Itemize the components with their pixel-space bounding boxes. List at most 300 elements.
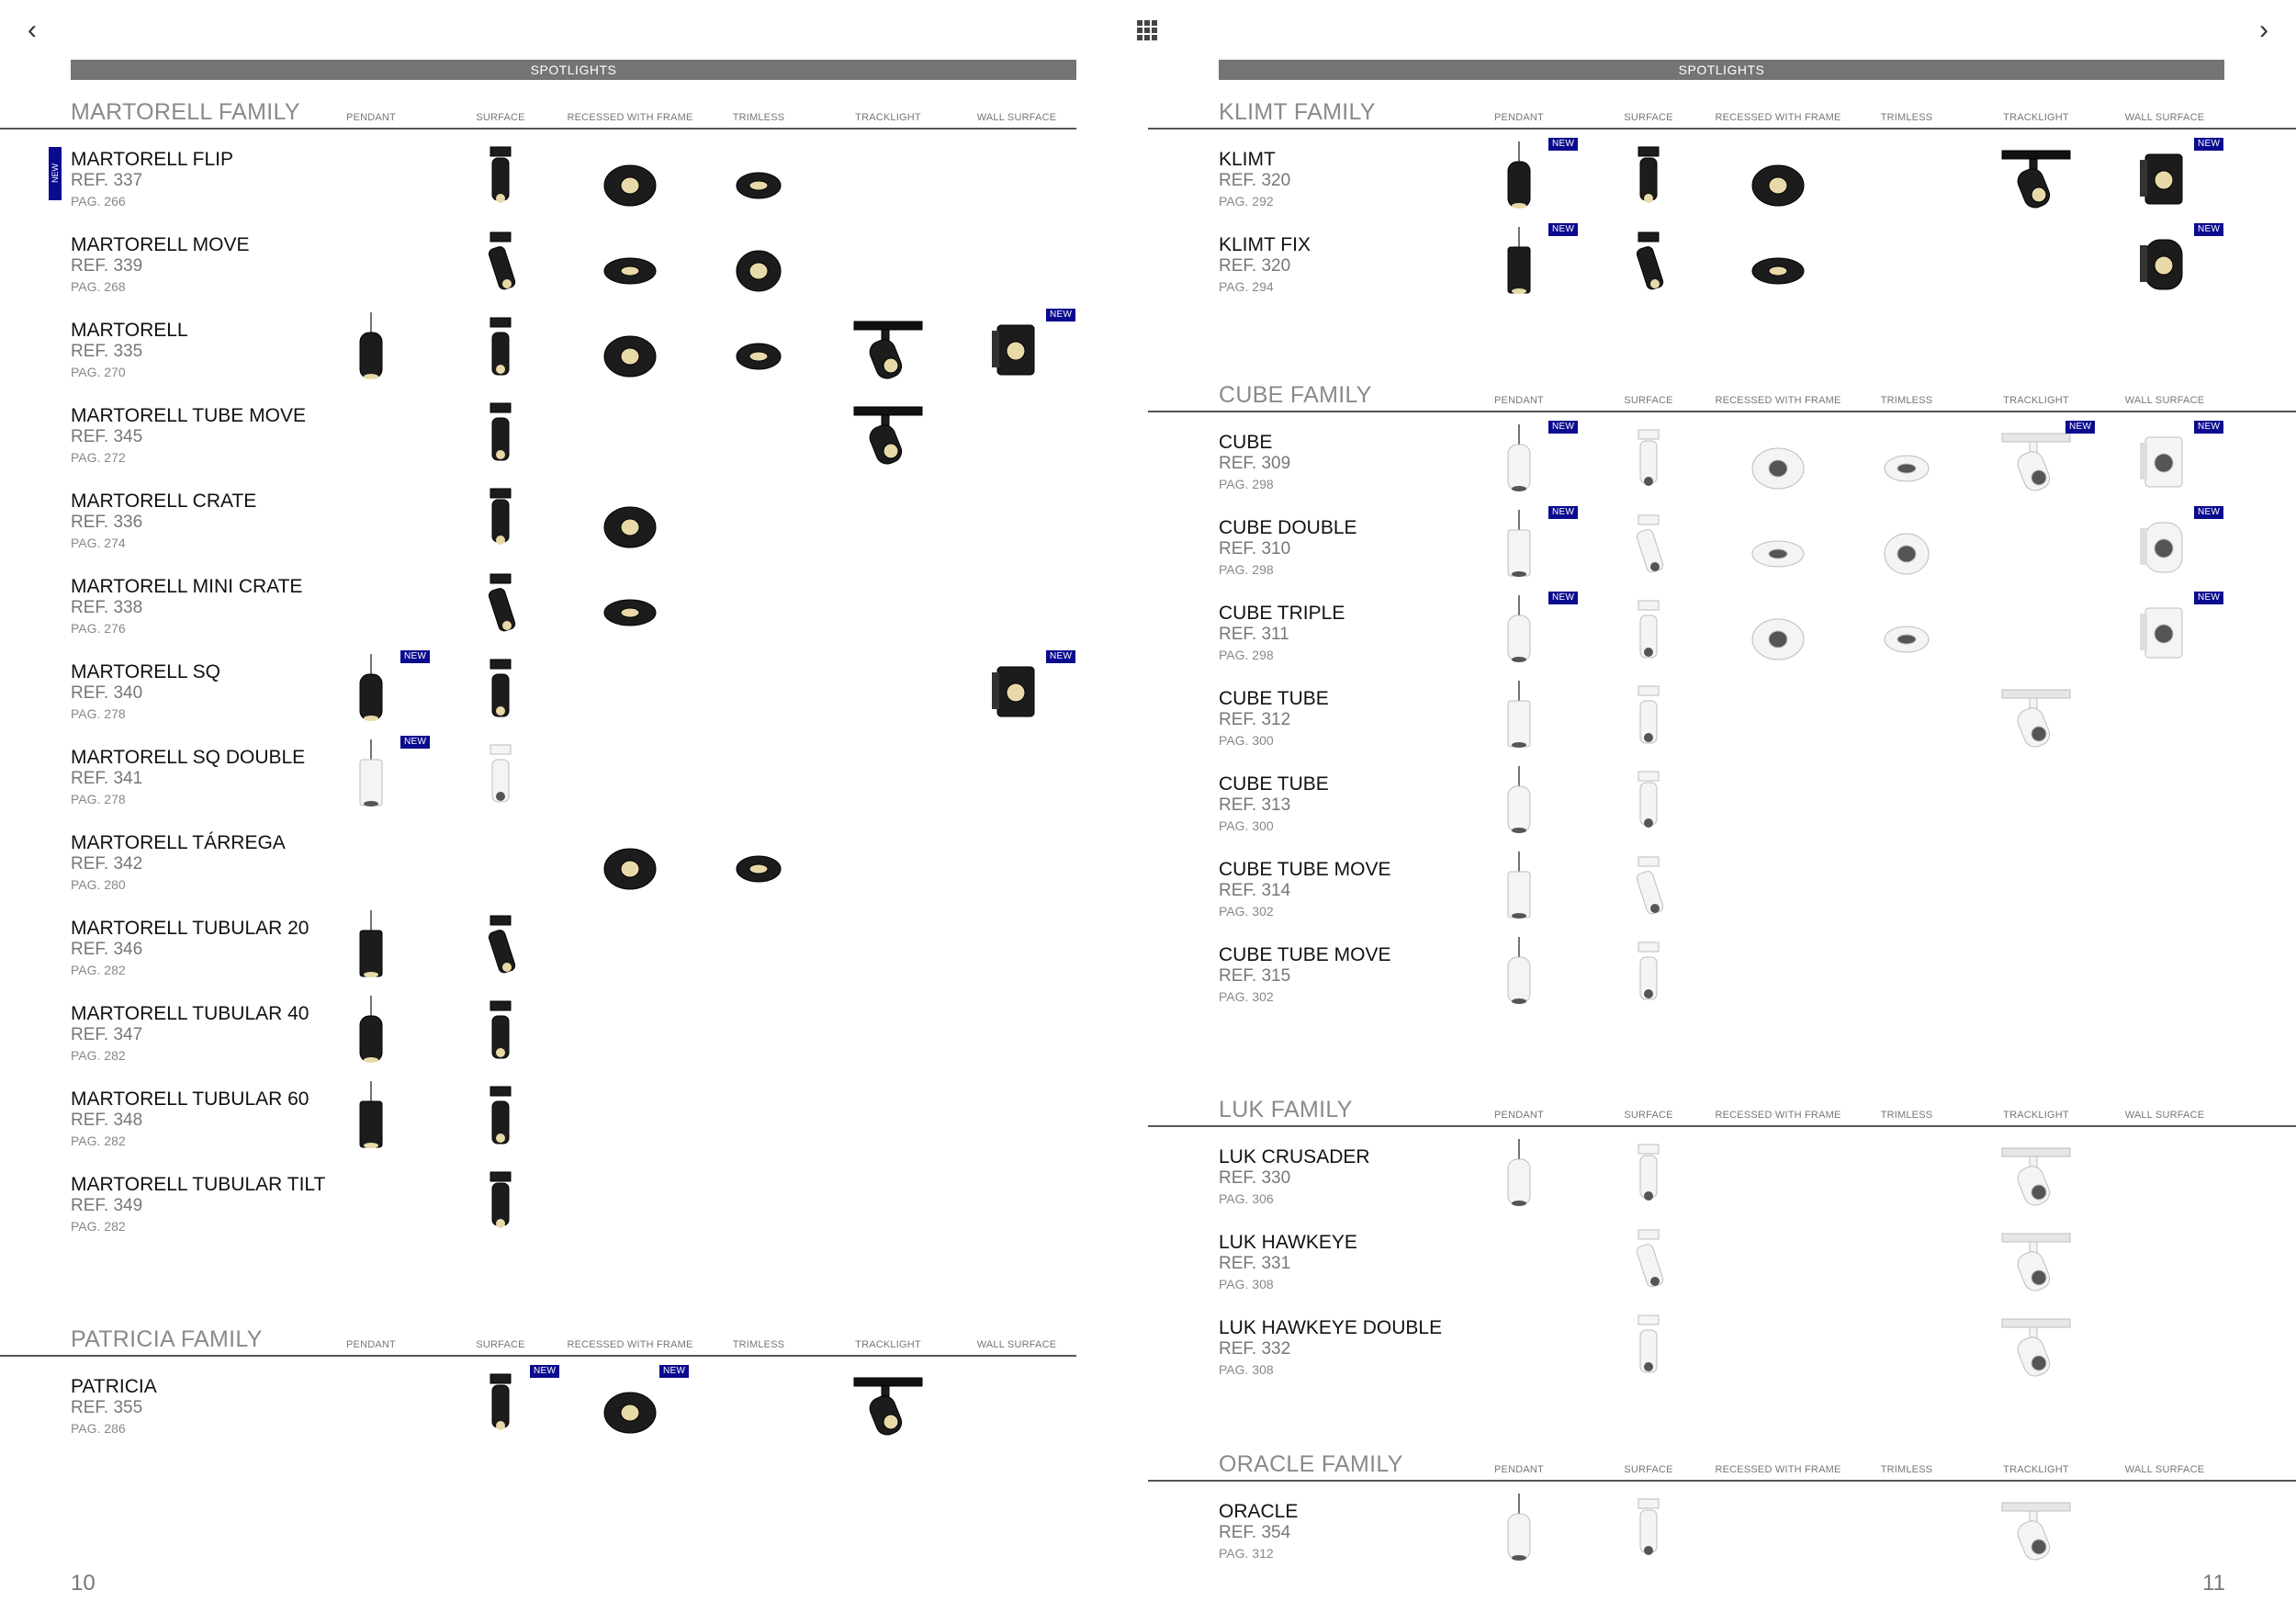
product-row[interactable] xyxy=(1148,1501,2224,1586)
product-name: ORACLE xyxy=(1219,1501,1299,1522)
product-name: CUBE DOUBLE xyxy=(1219,517,1357,538)
product-thumbnail[interactable] xyxy=(975,312,1058,386)
column-header: TRACKLIGHT xyxy=(2003,395,2069,406)
family-divider xyxy=(1148,1125,2296,1127)
product-row[interactable] xyxy=(0,737,1076,832)
product-ref: REF. 347 xyxy=(71,1025,143,1044)
product-thumbnail[interactable] xyxy=(1607,766,1690,840)
product-row[interactable] xyxy=(1148,592,2224,688)
product-page: PAG. 302 xyxy=(1219,989,1274,1004)
product-ref: REF. 346 xyxy=(71,940,143,959)
product-name: MARTORELL SQ xyxy=(71,661,220,682)
column-header: SURFACE xyxy=(476,112,525,123)
lamp-icon xyxy=(1607,1139,1690,1212)
product-thumbnail[interactable] xyxy=(1995,1494,2077,1567)
product-ref: REF. 349 xyxy=(71,1196,143,1215)
family-title: CUBE FAMILY xyxy=(1219,382,1372,408)
lamp-icon xyxy=(1478,1494,1560,1567)
lamp-icon xyxy=(1607,227,1690,300)
product-row[interactable] xyxy=(0,310,1076,405)
product-ref: REF. 330 xyxy=(1219,1168,1291,1188)
product-ref: REF. 320 xyxy=(1219,171,1291,190)
product-name: MARTORELL TUBULAR 60 xyxy=(71,1088,310,1110)
column-header: RECESSED WITH FRAME xyxy=(1715,1110,1841,1121)
product-thumbnail[interactable] xyxy=(330,312,412,386)
product-name: CUBE xyxy=(1219,432,1273,453)
product-page: PAG. 298 xyxy=(1219,648,1274,662)
family-divider xyxy=(1148,411,2296,412)
lamp-icon xyxy=(459,569,542,642)
product-thumbnail[interactable] xyxy=(459,141,542,215)
product-row[interactable] xyxy=(0,832,1076,918)
product-ref: REF. 348 xyxy=(71,1111,143,1130)
product-thumbnail[interactable] xyxy=(847,1369,929,1442)
lamp-icon xyxy=(1607,1494,1690,1567)
product-name: PATRICIA xyxy=(71,1376,157,1397)
product-thumbnail[interactable] xyxy=(589,483,671,557)
lamp-icon xyxy=(1737,141,1819,215)
product-ref: REF. 335 xyxy=(71,342,143,361)
product-thumbnail[interactable] xyxy=(1478,510,1560,583)
new-badge: NEW xyxy=(659,1365,689,1378)
product-ref: REF. 332 xyxy=(1219,1339,1291,1359)
product-page: PAG. 306 xyxy=(1219,1191,1274,1206)
column-header: PENDANT xyxy=(346,1339,396,1350)
lamp-icon xyxy=(330,312,412,386)
section-band: SPOTLIGHTS xyxy=(1219,60,2224,80)
lamp-icon xyxy=(459,996,542,1069)
product-thumbnail[interactable] xyxy=(1607,851,1690,925)
product-name: MARTORELL MOVE xyxy=(71,234,250,255)
lamp-icon xyxy=(1995,424,2077,498)
product-ref: REF. 310 xyxy=(1219,539,1291,558)
product-thumbnail[interactable] xyxy=(717,825,800,898)
product-name: CUBE TUBE xyxy=(1219,773,1329,795)
product-name: MARTORELL TUBE MOVE xyxy=(71,405,306,426)
product-page: PAG. 298 xyxy=(1219,477,1274,491)
family-divider xyxy=(0,128,1076,130)
product-thumbnail[interactable] xyxy=(1995,141,2077,215)
lamp-icon xyxy=(1478,141,1560,215)
product-page: PAG. 298 xyxy=(1219,562,1274,577)
product-thumbnail[interactable] xyxy=(1995,681,2077,754)
product-thumbnail[interactable] xyxy=(459,227,542,300)
lamp-icon xyxy=(589,227,671,300)
product-row[interactable] xyxy=(0,1366,1076,1461)
family-title: ORACLE FAMILY xyxy=(1219,1451,1403,1477)
lamp-icon xyxy=(459,1369,542,1442)
lamp-icon xyxy=(717,312,800,386)
section-band: SPOTLIGHTS xyxy=(71,60,1076,80)
product-thumbnail[interactable] xyxy=(975,654,1058,727)
product-name: LUK CRUSADER xyxy=(1219,1146,1370,1167)
product-thumbnail[interactable] xyxy=(1995,1139,2077,1212)
column-header: TRIMLESS xyxy=(732,1339,785,1350)
column-header: TRACKLIGHT xyxy=(855,112,921,123)
product-thumbnail[interactable] xyxy=(1478,424,1560,498)
lamp-icon xyxy=(459,654,542,727)
product-row[interactable] xyxy=(1148,1146,2224,1232)
product-thumbnail[interactable] xyxy=(1607,595,1690,669)
product-thumbnail[interactable] xyxy=(1478,595,1560,669)
family-title: MARTORELL FAMILY xyxy=(71,99,300,125)
product-thumbnail[interactable] xyxy=(1607,937,1690,1010)
product-name: MARTORELL TÁRREGA xyxy=(71,832,286,853)
product-thumbnail[interactable] xyxy=(2123,141,2206,215)
product-ref: REF. 354 xyxy=(1219,1523,1291,1542)
product-thumbnail[interactable] xyxy=(1995,1224,2077,1298)
product-thumbnail[interactable] xyxy=(1478,141,1560,215)
product-thumbnail[interactable] xyxy=(459,312,542,386)
product-thumbnail[interactable] xyxy=(1995,1310,2077,1383)
lamp-icon xyxy=(1478,1139,1560,1212)
lamp-icon xyxy=(459,910,542,984)
lamp-icon xyxy=(1607,1310,1690,1383)
product-thumbnail[interactable] xyxy=(1607,1139,1690,1212)
lamp-icon xyxy=(459,1167,542,1240)
family-divider xyxy=(0,1355,1076,1357)
product-thumbnail[interactable] xyxy=(1737,227,1819,300)
product-row[interactable] xyxy=(1148,944,2224,1030)
product-thumbnail[interactable] xyxy=(459,569,542,642)
product-ref: REF. 337 xyxy=(71,171,143,190)
column-header: WALL SURFACE xyxy=(976,112,1057,123)
product-thumbnail[interactable] xyxy=(1607,141,1690,215)
lamp-icon xyxy=(330,910,412,984)
lamp-icon xyxy=(1865,510,1948,583)
product-thumbnail[interactable] xyxy=(589,1369,671,1442)
lamp-icon xyxy=(1865,424,1948,498)
product-thumbnail[interactable] xyxy=(1737,595,1819,669)
product-name: CUBE TUBE MOVE xyxy=(1219,944,1391,965)
lamp-icon xyxy=(1995,1224,2077,1298)
product-thumbnail[interactable] xyxy=(1478,851,1560,925)
product-name: LUK HAWKEYE xyxy=(1219,1232,1357,1253)
product-page: PAG. 282 xyxy=(71,1048,126,1063)
product-page: PAG. 282 xyxy=(71,1133,126,1148)
lamp-icon xyxy=(589,1369,671,1442)
lamp-icon xyxy=(847,398,929,471)
product-thumbnail[interactable] xyxy=(459,1081,542,1155)
product-thumbnail[interactable] xyxy=(330,739,412,813)
product-page: PAG. 308 xyxy=(1219,1277,1274,1291)
column-header: TRIMLESS xyxy=(1880,112,1933,123)
lamp-icon xyxy=(717,141,800,215)
lamp-icon xyxy=(1478,595,1560,669)
product-name: MARTORELL TUBULAR 40 xyxy=(71,1003,310,1024)
lamp-icon xyxy=(1865,595,1948,669)
lamp-icon xyxy=(1995,1310,2077,1383)
product-name: LUK HAWKEYE DOUBLE xyxy=(1219,1317,1443,1338)
product-ref: REF. 336 xyxy=(71,513,143,532)
product-thumbnail[interactable] xyxy=(717,141,800,215)
product-name: CUBE TUBE MOVE xyxy=(1219,859,1391,880)
lamp-icon xyxy=(1995,681,2077,754)
new-badge: NEW xyxy=(1548,592,1578,604)
product-thumbnail[interactable] xyxy=(847,312,929,386)
lamp-icon xyxy=(1607,766,1690,840)
product-thumbnail[interactable] xyxy=(1478,1139,1560,1212)
column-header: PENDANT xyxy=(1494,112,1544,123)
lamp-icon xyxy=(1478,766,1560,840)
product-thumbnail[interactable] xyxy=(1478,937,1560,1010)
lamp-icon xyxy=(589,569,671,642)
product-row[interactable] xyxy=(0,1174,1076,1259)
new-badge: NEW xyxy=(400,650,430,663)
column-header: WALL SURFACE xyxy=(2124,395,2205,406)
product-thumbnail[interactable] xyxy=(717,312,800,386)
column-header: TRACKLIGHT xyxy=(855,1339,921,1350)
product-thumbnail[interactable] xyxy=(459,739,542,813)
product-name: CUBE TRIPLE xyxy=(1219,603,1345,624)
product-page: PAG. 292 xyxy=(1219,194,1274,209)
lamp-icon xyxy=(717,227,800,300)
lamp-icon xyxy=(459,312,542,386)
column-header: PENDANT xyxy=(1494,1464,1544,1475)
product-ref: REF. 331 xyxy=(1219,1254,1291,1273)
product-row[interactable] xyxy=(1148,859,2224,944)
product-ref: REF. 355 xyxy=(71,1398,143,1417)
product-page: PAG. 294 xyxy=(1219,279,1274,294)
lamp-icon xyxy=(1478,937,1560,1010)
lamp-icon xyxy=(2123,595,2206,669)
product-row[interactable] xyxy=(0,651,1076,747)
column-header: RECESSED WITH FRAME xyxy=(1715,1464,1841,1475)
product-thumbnail[interactable] xyxy=(1607,1494,1690,1567)
product-row[interactable] xyxy=(0,576,1076,661)
product-thumbnail[interactable] xyxy=(459,996,542,1069)
lamp-icon xyxy=(459,141,542,215)
lamp-icon xyxy=(1478,424,1560,498)
product-ref: REF. 342 xyxy=(71,854,143,874)
lamp-icon xyxy=(330,654,412,727)
product-ref: REF. 311 xyxy=(1219,625,1289,644)
product-page: PAG. 302 xyxy=(1219,904,1274,919)
product-thumbnail[interactable] xyxy=(1607,681,1690,754)
lamp-icon xyxy=(459,483,542,557)
product-thumbnail[interactable] xyxy=(1607,1310,1690,1383)
new-badge: NEW xyxy=(1046,650,1075,663)
product-row[interactable] xyxy=(1148,507,2224,603)
product-thumbnail[interactable] xyxy=(589,227,671,300)
product-thumbnail[interactable] xyxy=(330,910,412,984)
lamp-icon xyxy=(1478,851,1560,925)
product-row[interactable] xyxy=(1148,773,2224,859)
product-ref: REF. 338 xyxy=(71,598,143,617)
column-header: WALL SURFACE xyxy=(2124,112,2205,123)
product-thumbnail[interactable] xyxy=(589,825,671,898)
product-ref: REF. 315 xyxy=(1219,966,1291,986)
product-page: PAG. 268 xyxy=(71,279,126,294)
family-title: PATRICIA FAMILY xyxy=(71,1326,263,1352)
product-ref: REF. 313 xyxy=(1219,795,1291,815)
product-thumbnail[interactable] xyxy=(1865,424,1948,498)
product-thumbnail[interactable] xyxy=(589,312,671,386)
product-thumbnail[interactable] xyxy=(1995,424,2077,498)
lamp-icon xyxy=(1995,1494,2077,1567)
product-thumbnail[interactable] xyxy=(1865,510,1948,583)
product-page: PAG. 278 xyxy=(71,706,126,721)
column-header: SURFACE xyxy=(1624,395,1673,406)
product-ref: REF. 340 xyxy=(71,683,143,703)
product-row[interactable] xyxy=(0,918,1076,1003)
lamp-icon xyxy=(1737,510,1819,583)
lamp-icon xyxy=(1607,595,1690,669)
product-ref: REF. 320 xyxy=(1219,256,1291,276)
product-page: PAG. 266 xyxy=(71,194,126,209)
lamp-icon xyxy=(459,1081,542,1155)
product-thumbnail[interactable] xyxy=(2123,424,2206,498)
product-page: PAG. 308 xyxy=(1219,1362,1274,1377)
product-page: PAG. 270 xyxy=(71,365,126,379)
lamp-icon xyxy=(589,141,671,215)
new-badge: NEW xyxy=(2194,223,2223,236)
lamp-icon xyxy=(1607,681,1690,754)
column-header: PENDANT xyxy=(1494,1110,1544,1121)
lamp-icon xyxy=(1478,510,1560,583)
product-thumbnail[interactable] xyxy=(1607,227,1690,300)
product-row[interactable] xyxy=(0,1003,1076,1088)
product-page: PAG. 272 xyxy=(71,450,126,465)
product-ref: REF. 339 xyxy=(71,256,143,276)
product-row[interactable] xyxy=(1148,1232,2224,1317)
lamp-icon xyxy=(2123,141,2206,215)
product-name: MARTORELL xyxy=(71,320,188,341)
chevron-right-icon[interactable]: › xyxy=(2259,15,2268,45)
product-page: PAG. 300 xyxy=(1219,818,1274,833)
column-header: SURFACE xyxy=(476,1339,525,1350)
lamp-icon xyxy=(2123,227,2206,300)
new-badge: NEW xyxy=(400,736,430,749)
product-page: PAG. 274 xyxy=(71,536,126,550)
lamp-icon xyxy=(1995,1139,2077,1212)
product-row[interactable] xyxy=(0,149,1076,234)
product-thumbnail[interactable] xyxy=(330,654,412,727)
product-thumbnail[interactable] xyxy=(589,141,671,215)
product-thumbnail[interactable] xyxy=(847,398,929,471)
new-badge: NEW xyxy=(2194,421,2223,434)
column-header: TRACKLIGHT xyxy=(2003,112,2069,123)
product-thumbnail[interactable] xyxy=(1478,227,1560,300)
lamp-icon xyxy=(330,996,412,1069)
product-ref: REF. 341 xyxy=(71,769,143,788)
column-header: WALL SURFACE xyxy=(2124,1110,2205,1121)
new-badge: NEW xyxy=(530,1365,559,1378)
new-side-badge: NEW xyxy=(49,147,62,200)
product-thumbnail[interactable] xyxy=(459,483,542,557)
lamp-icon xyxy=(1737,227,1819,300)
new-badge: NEW xyxy=(1548,506,1578,519)
product-thumbnail[interactable] xyxy=(330,996,412,1069)
product-ref: REF. 309 xyxy=(1219,454,1291,473)
product-thumbnail[interactable] xyxy=(1737,510,1819,583)
product-thumbnail[interactable] xyxy=(717,227,800,300)
new-badge: NEW xyxy=(2194,506,2223,519)
product-name: CUBE TUBE xyxy=(1219,688,1329,709)
product-thumbnail[interactable] xyxy=(589,569,671,642)
product-ref: REF. 314 xyxy=(1219,881,1291,900)
product-thumbnail[interactable] xyxy=(459,398,542,471)
product-page: PAG. 300 xyxy=(1219,733,1274,748)
lamp-icon xyxy=(459,739,542,813)
right-page xyxy=(1148,0,2296,1624)
lamp-icon xyxy=(1478,681,1560,754)
lamp-icon xyxy=(2123,510,2206,583)
new-badge: NEW xyxy=(1548,421,1578,434)
product-row[interactable] xyxy=(1148,422,2224,517)
new-badge: NEW xyxy=(1046,309,1075,321)
product-name: MARTORELL CRATE xyxy=(71,491,257,512)
product-name: MARTORELL TUBULAR TILT xyxy=(71,1174,326,1195)
lamp-icon xyxy=(330,1081,412,1155)
column-header: WALL SURFACE xyxy=(2124,1464,2205,1475)
column-header: TRIMLESS xyxy=(1880,1110,1933,1121)
product-thumbnail[interactable] xyxy=(1865,595,1948,669)
lamp-icon xyxy=(459,227,542,300)
product-name: MARTORELL MINI CRATE xyxy=(71,576,303,597)
new-badge: NEW xyxy=(1548,138,1578,151)
product-thumbnail[interactable] xyxy=(459,1369,542,1442)
lamp-icon xyxy=(847,1369,929,1442)
product-ref: REF. 312 xyxy=(1219,710,1291,729)
product-row[interactable] xyxy=(1148,1317,2224,1403)
product-row[interactable] xyxy=(0,234,1076,320)
column-header: PENDANT xyxy=(1494,395,1544,406)
product-page: PAG. 312 xyxy=(1219,1546,1274,1561)
lamp-icon xyxy=(1478,227,1560,300)
lamp-icon xyxy=(1607,510,1690,583)
product-thumbnail[interactable] xyxy=(330,1081,412,1155)
product-thumbnail[interactable] xyxy=(1478,766,1560,840)
product-thumbnail[interactable] xyxy=(2123,227,2206,300)
family-divider xyxy=(1148,128,2296,130)
product-thumbnail[interactable] xyxy=(1607,1224,1690,1298)
product-thumbnail[interactable] xyxy=(459,910,542,984)
new-badge: NEW xyxy=(2065,421,2095,434)
family-divider xyxy=(1148,1480,2296,1482)
lamp-icon xyxy=(1607,424,1690,498)
chevron-left-icon[interactable]: ‹ xyxy=(28,15,37,45)
product-row[interactable] xyxy=(1148,139,2224,234)
column-header: TRIMLESS xyxy=(1880,1464,1933,1475)
product-page: PAG. 282 xyxy=(71,963,126,977)
product-thumbnail[interactable] xyxy=(459,654,542,727)
product-thumbnail[interactable] xyxy=(2123,510,2206,583)
product-row[interactable] xyxy=(1148,224,2224,320)
lamp-icon xyxy=(1607,851,1690,925)
product-thumbnail[interactable] xyxy=(2123,595,2206,669)
product-page: PAG. 282 xyxy=(71,1219,126,1234)
product-row[interactable] xyxy=(0,491,1076,576)
product-thumbnail[interactable] xyxy=(1607,424,1690,498)
column-header: TRACKLIGHT xyxy=(2003,1110,2069,1121)
product-thumbnail[interactable] xyxy=(1478,1494,1560,1567)
column-header: RECESSED WITH FRAME xyxy=(1715,112,1841,123)
product-row[interactable] xyxy=(0,1088,1076,1174)
product-thumbnail[interactable] xyxy=(1607,510,1690,583)
product-name: KLIMT xyxy=(1219,149,1276,170)
column-header: TRIMLESS xyxy=(1880,395,1933,406)
product-page: PAG. 278 xyxy=(71,792,126,806)
product-row[interactable] xyxy=(1148,688,2224,773)
page-number: 11 xyxy=(2202,1571,2225,1596)
product-thumbnail[interactable] xyxy=(1737,424,1819,498)
product-thumbnail[interactable] xyxy=(1478,681,1560,754)
product-row[interactable] xyxy=(0,405,1076,491)
product-thumbnail[interactable] xyxy=(459,1167,542,1240)
product-ref: REF. 345 xyxy=(71,427,143,446)
product-thumbnail[interactable] xyxy=(1737,141,1819,215)
